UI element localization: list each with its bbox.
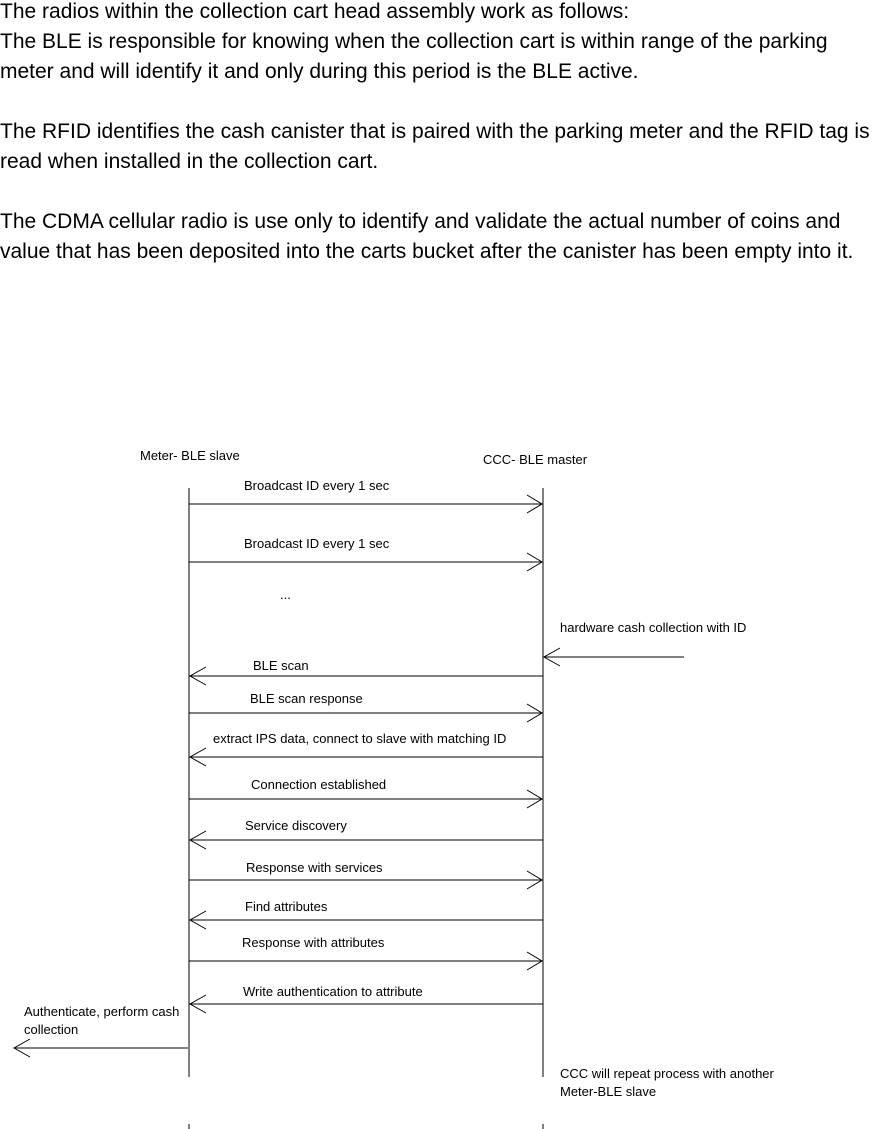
- message-label-broadcast-2: Broadcast ID every 1 sec: [244, 536, 390, 551]
- message-label-hardware-cash-collection: hardware cash collection with ID: [560, 620, 747, 635]
- message-label-response-attributes: Response with attributes: [242, 935, 385, 950]
- arrow-broadcast-2: [189, 553, 542, 571]
- message-label-response-services: Response with services: [246, 860, 383, 875]
- message-label-connection-established: Connection established: [251, 777, 387, 792]
- arrow-broadcast-1: [189, 495, 542, 513]
- intro-paragraph-ble: The radios within the collection cart head assembly work as follows: The BLE is responsible for knowing when the collection cart is within range of the parking meter and will identify it and only during this period is the BLE active.: [0, 0, 828, 83]
- message-label-broadcast-1: Broadcast ID every 1 sec: [244, 478, 390, 493]
- message-label-ellipsis: ...: [280, 587, 291, 602]
- message-label-extract-ips: extract IPS data, connect to slave with matching ID: [213, 731, 507, 746]
- arrow-extract-ips: [190, 748, 543, 766]
- footer-note: CCC will repeat process with another Meter-BLE slave: [560, 1066, 774, 1099]
- intro-paragraph-rfid: The RFID identifies the cash canister that is paired with the parking meter and the RFID tag is read when installed in the collection cart.: [0, 120, 870, 173]
- message-label-authenticate: Authenticate, perform cash collection: [24, 1004, 180, 1037]
- arrow-scan-response: [189, 704, 542, 722]
- message-label-scan-response: BLE scan response: [250, 691, 363, 706]
- arrow-service-discovery: [190, 831, 543, 849]
- arrow-hardware-cash-collection: [544, 648, 684, 666]
- arrow-ble-scan: [190, 667, 543, 685]
- left-lifeline-label: Meter- BLE slave: [140, 448, 240, 463]
- message-label-write-authentication: Write authentication to attribute: [243, 984, 423, 999]
- arrow-find-attributes: [190, 911, 543, 929]
- message-label-find-attributes: Find attributes: [245, 899, 328, 914]
- intro-paragraph-cdma: The CDMA cellular radio is use only to identify and validate the actual number of coins and value that has been deposited into the carts bucket after the canister has been empty into it.: [0, 210, 854, 263]
- right-lifeline-label: CCC- BLE master: [483, 452, 588, 467]
- arrow-authenticate-out: [14, 1039, 188, 1057]
- message-label-service-discovery: Service discovery: [245, 818, 347, 833]
- arrow-response-attributes: [189, 952, 542, 970]
- message-label-ble-scan: BLE scan: [253, 658, 309, 673]
